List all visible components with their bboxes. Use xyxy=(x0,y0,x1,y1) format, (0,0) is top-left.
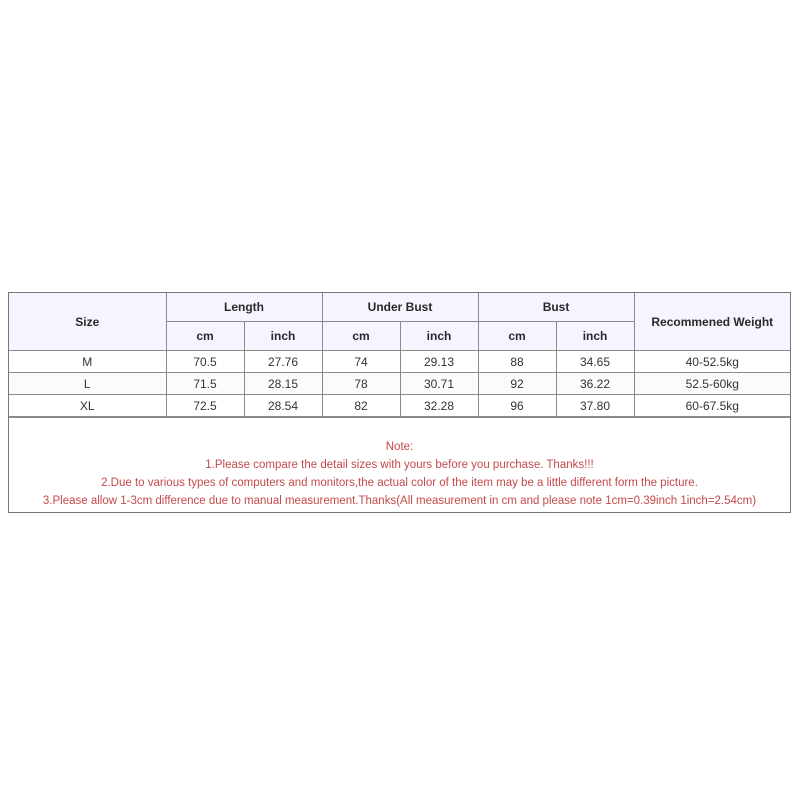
note-line: 3.Please allow 1-3cm difference due to manual measurement.Thanks(All measurement in cm and please note 1cm=0.39inch 1inch=2.54cm) xyxy=(42,495,757,507)
length-header: Length xyxy=(166,293,322,322)
under-bust-inch-cell: 30.71 xyxy=(400,373,478,395)
header-row-groups xyxy=(9,293,790,322)
bust-inch-cell: 37.80 xyxy=(556,395,634,417)
table-row xyxy=(9,395,790,417)
bust-inch-cell: 34.65 xyxy=(556,351,634,373)
length-cm-cell: 70.5 xyxy=(166,351,244,373)
unit-header: cm xyxy=(166,322,244,351)
length-cm-cell: 71.5 xyxy=(166,373,244,395)
under-bust-cm-cell: 78 xyxy=(322,373,400,395)
size-chart xyxy=(8,292,791,513)
under-bust-header: Under Bust xyxy=(322,293,478,322)
note-title: Note: xyxy=(385,441,414,453)
weight-header: Recommened Weight xyxy=(634,293,790,351)
length-inch-cell: 27.76 xyxy=(244,351,322,373)
notes-section xyxy=(9,417,790,512)
weight-cell: 52.5-60kg xyxy=(634,373,790,395)
unit-header: inch xyxy=(400,322,478,351)
under-bust-cm-cell: 82 xyxy=(322,395,400,417)
bust-cm-cell: 92 xyxy=(478,373,556,395)
length-cm-cell: 72.5 xyxy=(166,395,244,417)
table-row xyxy=(9,373,790,395)
bust-inch-cell: 36.22 xyxy=(556,373,634,395)
note-line: 2.Due to various types of computers and monitors,the actual color of the item may be a little different form the picture. xyxy=(101,477,698,489)
under-bust-inch-cell: 29.13 xyxy=(400,351,478,373)
length-inch-cell: 28.54 xyxy=(244,395,322,417)
unit-header: inch xyxy=(556,322,634,351)
unit-header: cm xyxy=(322,322,400,351)
length-inch-cell: 28.15 xyxy=(244,373,322,395)
bust-cm-cell: 96 xyxy=(478,395,556,417)
unit-header: cm xyxy=(478,322,556,351)
size-table xyxy=(9,293,790,417)
size-cell: M xyxy=(9,351,166,373)
bust-cm-cell: 88 xyxy=(478,351,556,373)
size-cell: L xyxy=(9,373,166,395)
table-row xyxy=(9,351,790,373)
weight-cell: 40-52.5kg xyxy=(634,351,790,373)
size-header: Size xyxy=(9,293,166,351)
under-bust-inch-cell: 32.28 xyxy=(400,395,478,417)
unit-header: inch xyxy=(244,322,322,351)
under-bust-cm-cell: 74 xyxy=(322,351,400,373)
weight-cell: 60-67.5kg xyxy=(634,395,790,417)
size-cell: XL xyxy=(9,395,166,417)
bust-header: Bust xyxy=(478,293,634,322)
note-line: 1.Please compare the detail sizes with yours before you purchase. Thanks!!! xyxy=(205,459,594,471)
